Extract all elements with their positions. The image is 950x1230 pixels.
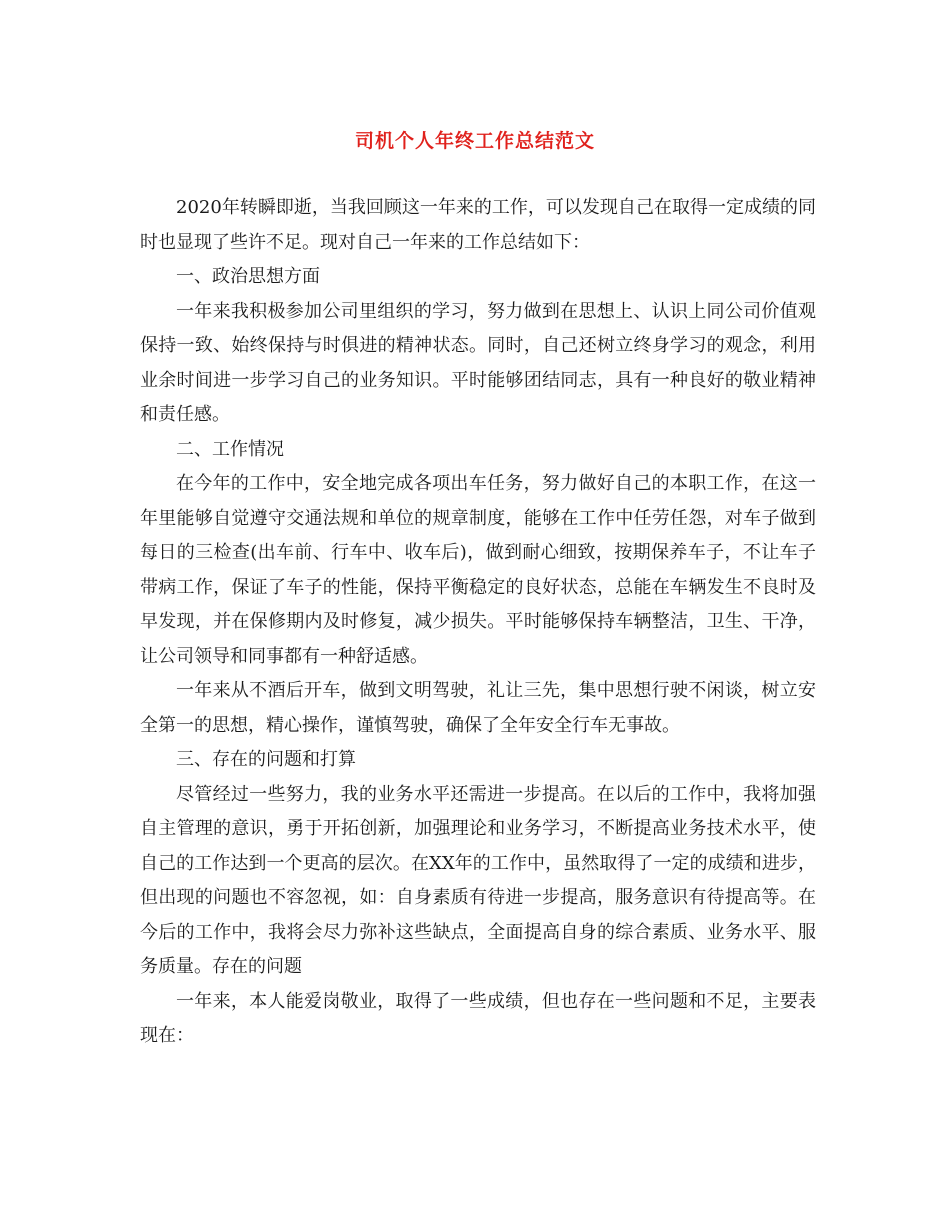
document-title: 司机个人年终工作总结范文 <box>354 130 595 152</box>
paragraph-politics: 一年来我积极参加公司里组织的学习，努力做到在思想上、认识上同公司价值观保持一致、始终保持与时俱进的精神状态。同时，自己还树立终身学习的观念，利用业余时间进一步学习自己的业务知识。平时能够团结同志，具有一种良好的敬业精神和责任感。 <box>140 300 816 425</box>
section-heading-politics: 一、政治思想方面 <box>176 266 320 287</box>
section-heading-problems: 三、存在的问题和打算 <box>176 749 356 770</box>
section-heading-work: 二、工作情况 <box>176 438 284 460</box>
paragraph-shortcomings: 一年来，本人能爱岗敬业，取得了一些成绩，但也存在一些问题和不足，主要表现在： <box>140 990 816 1046</box>
paragraph-intro: 2020年转瞬即逝，当我回顾这一年来的工作，可以发现自己在取得一定成绩的同时也显现了些许不足。现对自己一年来的工作总结如下： <box>140 197 816 253</box>
paragraph-safety: 一年来从不酒后开车，做到文明驾驶，礼让三先，集中思想行驶不闲谈，树立安全第一的思想，精心操作，谨慎驾驶，确保了全年安全行车无事故。 <box>140 680 816 736</box>
paragraph-work: 在今年的工作中，安全地完成各项出车任务，努力做好自己的本职工作，在这一年里能够自觉遵守交通法规和单位的规章制度，能够在工作中任劳任怨，对车子做到每日的三检查(出车前、行车中、收车后)，做到耐心细致，按期保养车子，不让车子带病工作，保证了车子的性能，保持平衡稳定的良好状态，总能在车辆发生不良时及早发现，并在保修期内及时修复，减少损失。平时能够保持车辆整洁，卫生、干净，让公司领导和同事都有一种舒适感。 <box>140 473 816 667</box>
paragraph-problems: 尽管经过一些努力，我的业务水平还需进一步提高。在以后的工作中，我将加强自主管理的意识，勇于开拓创新，加强理论和业务学习，不断提高业务技术水平，使自己的工作达到一个更高的层次。在XX年的工作中，虽然取得了一定的成绩和进步，但出现的问题也不容忽视，如：自身素质有待进一步提高，服务意识有待提高等。在今后的工作中，我将会尽力弥补这些缺点，全面提高自身的综合素质、业务水平、服务质量。存在的问题 <box>140 783 816 977</box>
document-body <box>140 191 816 1054</box>
